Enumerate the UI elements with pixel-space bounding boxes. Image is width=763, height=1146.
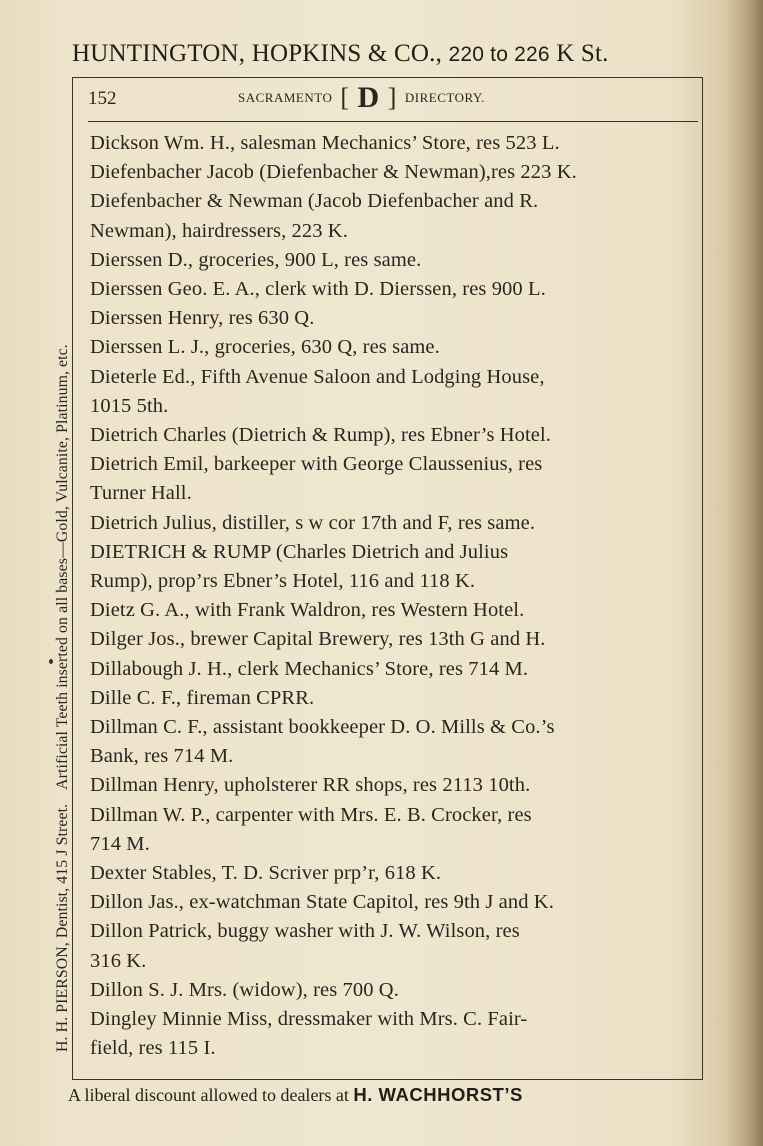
directory-entry — [90, 275, 690, 304]
bracket-right: ] — [387, 83, 397, 112]
bottom-advertisement — [68, 1084, 523, 1106]
bracket-left: [ — [340, 83, 350, 112]
entry-line: DIETRICH & RUMP (Charles Dietrich and Julius — [90, 540, 509, 563]
directory-entry — [90, 187, 690, 245]
directory-entry — [90, 596, 690, 625]
directory-entry — [90, 363, 690, 421]
entry-line: Dille C. F., fireman CPRR. — [90, 686, 315, 709]
directory-entry — [90, 509, 690, 538]
entry-continuation-line: field, res 115 I. — [90, 1037, 216, 1060]
entry-continuation-line: Newman), hairdressers, 223 K. — [90, 219, 348, 242]
entry-continuation-line: 714 M. — [90, 832, 150, 855]
directory-entry — [90, 246, 690, 275]
running-head-left: SACRAMENTO — [238, 90, 333, 105]
entry-continuation-line: Rump), prop’rs Ebner’s Hotel, 116 and 118 K. — [90, 570, 476, 593]
entry-continuation-line: Bank, res 714 M. — [90, 745, 234, 768]
running-head-right: DIRECTORY. — [404, 90, 485, 105]
entry-line: Diefenbacher Jacob (Diefenbacher & Newman),res 223 K. — [90, 161, 577, 184]
entry-line: Dillabough J. H., clerk Mechanics’ Store, res 714 M. — [90, 657, 529, 680]
entry-continuation-line: Turner Hall. — [90, 482, 192, 505]
entry-line: Diefenbacher & Newman (Jacob Diefenbacher and R. — [90, 190, 539, 213]
entry-line: Dierssen L. J., groceries, 630 Q, res same. — [90, 336, 440, 359]
entry-line: Dietrich Julius, distiller, s w cor 17th and F, res same. — [90, 511, 536, 534]
entry-line: Dilger Jos., brewer Capital Brewery, res 13th G and H. — [90, 628, 546, 651]
directory-entry — [90, 304, 690, 333]
page-number: 152 — [88, 88, 117, 109]
header-rule — [88, 121, 698, 122]
side-advertisement — [54, 82, 72, 1052]
entry-line: Dieterle Ed., Fifth Avenue Saloon and Lodging House, — [90, 365, 545, 388]
directory-entry — [90, 655, 690, 684]
directory-entry — [90, 917, 690, 975]
entry-continuation-line: 1015 5th. — [90, 394, 169, 417]
top-advertisement — [72, 40, 712, 68]
top-ad-address-street: K St. — [556, 40, 609, 67]
directory-entry — [90, 625, 690, 654]
directory-entry — [90, 333, 690, 362]
entry-line: Dillman Henry, upholsterer RR shops, res 2113 10th. — [90, 774, 531, 797]
directory-entry — [90, 801, 690, 859]
bottom-ad-firm: H. WACHHORST’S — [353, 1084, 523, 1105]
ink-spot — [49, 659, 53, 664]
top-ad-firm: HUNTINGTON, HOPKINS & CO., — [72, 40, 443, 67]
section-letter: D — [357, 81, 380, 114]
directory-entries — [90, 129, 690, 1064]
directory-entry — [90, 1005, 690, 1063]
directory-entry — [90, 888, 690, 917]
directory-entry — [90, 859, 690, 888]
directory-entry — [90, 771, 690, 800]
entry-line: Dillman W. P., carpenter with Mrs. E. B. Crocker, res — [90, 803, 532, 826]
directory-entry — [90, 421, 690, 450]
directory-entry — [90, 129, 690, 158]
entry-line: Dierssen D., groceries, 900 L, res same. — [90, 248, 422, 271]
side-ad-dentist: H. H. PIERSON, Dentist, 415 J Street. — [54, 803, 71, 1052]
bottom-ad-text: A liberal discount allowed to dealers at — [68, 1085, 349, 1105]
entry-line: Dietrich Emil, barkeeper with George Claussenius, res — [90, 453, 543, 476]
running-header — [88, 82, 698, 118]
directory-entry — [90, 450, 690, 508]
entry-line: Dillman C. F., assistant bookkeeper D. O. Mills & Co.’s — [90, 716, 555, 739]
entry-line: Dillon Jas., ex-watchman State Capitol, res 9th J and K. — [90, 891, 554, 914]
entry-line: Dingley Minnie Miss, dressmaker with Mrs. C. Fair- — [90, 1008, 528, 1031]
directory-entry — [90, 976, 690, 1005]
entry-line: Dierssen Geo. E. A., clerk with D. Dierssen, res 900 L. — [90, 278, 546, 301]
directory-entry — [90, 158, 690, 187]
entry-continuation-line: 316 K. — [90, 949, 147, 972]
running-head-title — [238, 81, 485, 114]
entry-line: Dietrich Charles (Dietrich & Rump), res Ebner’s Hotel. — [90, 424, 552, 447]
entry-line: Dierssen Henry, res 630 Q. — [90, 307, 315, 330]
side-ad-teeth: Artificial Teeth inserted on all bases—Gold, Vulcanite, Platinum, etc. — [54, 344, 71, 790]
entry-line: Dillon Patrick, buggy washer with J. W. Wilson, res — [90, 920, 520, 943]
top-ad-address-numbers: 220 to 226 — [448, 43, 550, 66]
entry-line: Dexter Stables, T. D. Scriver prp’r, 618 K. — [90, 862, 442, 885]
entry-line: Dietz G. A., with Frank Waldron, res Western Hotel. — [90, 599, 525, 622]
directory-entry — [90, 684, 690, 713]
entry-line: Dickson Wm. H., salesman Mechanics’ Store, res 523 L. — [90, 132, 560, 154]
directory-entry — [90, 713, 690, 771]
directory-entry — [90, 538, 690, 596]
entry-line: Dillon S. J. Mrs. (widow), res 700 Q. — [90, 978, 399, 1001]
